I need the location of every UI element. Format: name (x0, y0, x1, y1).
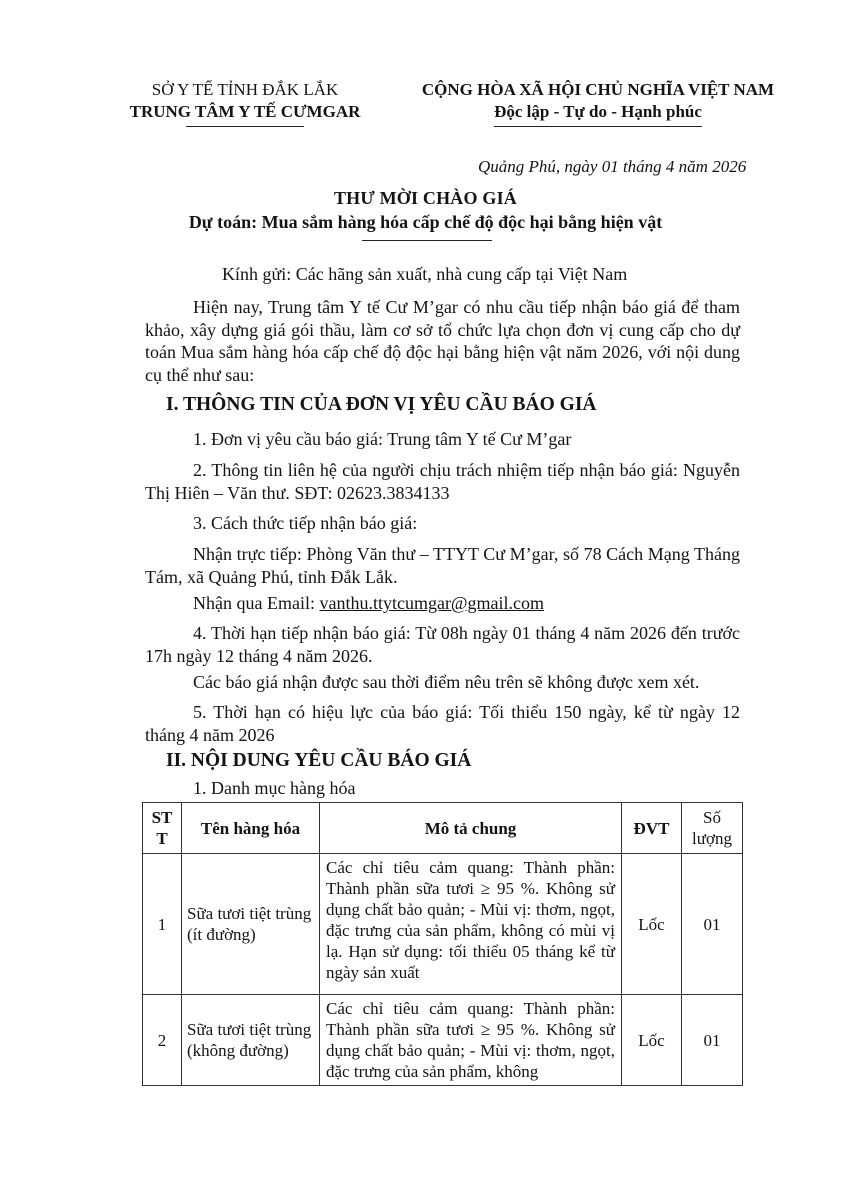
section1-item4-note: Các báo giá nhận được sau thời điểm nêu trên sẽ không được xem xét. (193, 672, 700, 692)
row-name: Sữa tươi tiệt trùng (không đường) (182, 995, 320, 1086)
intro-paragraph: Hiện nay, Trung tâm Y tế Cư M’gar có nhu cầu tiếp nhận báo giá để tham khảo, xây dựng giá gói thầu, làm cơ sở tổ chức lựa chọn đơn vị cung cấp cho dự toán Mua sắm hàng hóa cấp chế độ độc hại bằng hiện vật năm 2026, với nội dung cụ thể như sau: (145, 297, 740, 385)
issuer-organization: TRUNG TÂM Y TẾ CƯMGAR (129, 102, 361, 121)
row-qty: 01 (682, 854, 743, 995)
row-qty: 01 (682, 995, 743, 1086)
section1-item3-email-line (145, 592, 740, 615)
title-underline (362, 240, 492, 241)
header-desc: Mô tả chung (320, 803, 622, 854)
letter-title: THƯ MỜI CHÀO GIÁ (333, 188, 518, 208)
header-stt: ST T (143, 803, 182, 854)
section1-item1: 1. Đơn vị yêu cầu báo giá: Trung tâm Y tế Cư M’gar (193, 429, 572, 449)
header-unit: ĐVT (622, 803, 682, 854)
goods-table (142, 802, 743, 1086)
row-unit: Lốc (622, 995, 682, 1086)
email-link[interactable]: vanthu.ttytcumgar@gmail.com (319, 593, 544, 613)
email-label: Nhận qua Email: (193, 593, 320, 613)
date-line: Quảng Phú, ngày 01 tháng 4 năm 2026 (478, 157, 747, 176)
section1-item5: 5. Thời hạn có hiệu lực của báo giá: Tối thiểu 150 ngày, kể từ ngày 12 tháng 4 năm 2026 (145, 702, 740, 745)
right-header-underline (494, 126, 702, 127)
national-title: CỘNG HÒA XÃ HỘI CHỦ NGHĨA VIỆT NAM (421, 80, 775, 99)
issuer-department: SỞ Y TẾ TỈNH ĐẮK LẮK (151, 80, 339, 99)
header-name: Tên hàng hóa (182, 803, 320, 854)
table-row (143, 854, 743, 995)
row-desc: Các chỉ tiêu cảm quang: Thành phần: Thành phần sữa tươi ≥ 95 %. Không sử dụng chất bảo quản; - Mùi vị: thơm, ngọt, đặc trưng của sản phẩm, không có mùi vị lạ. Hạn sử dụng: tối thiểu 05 tháng kể từ ngày sản xuất (320, 854, 622, 995)
header-qty: Số lượng (682, 803, 743, 854)
section1-item3-direct: Nhận trực tiếp: Phòng Văn thư – TTYT Cư M’gar, số 78 Cách Mạng Tháng Tám, xã Quảng Phú, tỉnh Đắk Lắk. (145, 544, 740, 587)
row-stt: 2 (143, 995, 182, 1086)
left-header-underline (186, 126, 304, 127)
greeting: Kính gửi: Các hãng sản xuất, nhà cung cấp tại Việt Nam (222, 264, 628, 284)
section2-sub1: 1. Danh mục hàng hóa (193, 778, 356, 798)
section2-heading: II. NỘI DUNG YÊU CẦU BÁO GIÁ (166, 750, 472, 771)
row-name: Sữa tươi tiệt trùng (ít đường) (182, 854, 320, 995)
row-unit: Lốc (622, 854, 682, 995)
table-header-row (143, 803, 743, 854)
section1-item2: 2. Thông tin liên hệ của người chịu trách nhiệm tiếp nhận báo giá: Nguyễn Thị Hiên – Văn thư. SĐT: 02623.3834133 (145, 460, 740, 503)
section1-item3: 3. Cách thức tiếp nhận báo giá: (193, 513, 418, 533)
row-stt: 1 (143, 854, 182, 995)
row-desc: Các chỉ tiêu cảm quang: Thành phần: Thành phần sữa tươi ≥ 95 %. Không sử dụng chất bảo quản; - Mùi vị: thơm, ngọt, đặc trưng của sản phẩm, không (320, 995, 622, 1086)
section1-item4: 4. Thời hạn tiếp nhận báo giá: Từ 08h ngày 01 tháng 4 năm 2026 đến trước 17h ngày 12 tháng 4 năm 2026. (145, 623, 740, 666)
section1-heading: I. THÔNG TIN CỦA ĐƠN VỊ YÊU CẦU BÁO GIÁ (166, 394, 597, 415)
national-motto: Độc lập - Tự do - Hạnh phúc (494, 102, 702, 121)
letter-subtitle: Dự toán: Mua sắm hàng hóa cấp chế độ độc hại bằng hiện vật (188, 212, 663, 232)
table-row (143, 995, 743, 1086)
